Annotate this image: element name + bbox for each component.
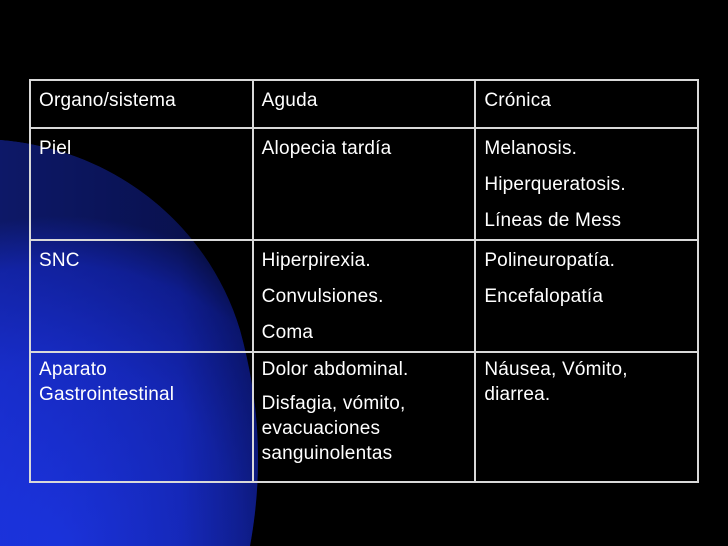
toxicity-table (29, 79, 699, 483)
table-header-row (30, 80, 698, 128)
cell-line: Aparato (39, 359, 107, 380)
cell-line: Polineuropatía. (484, 250, 616, 271)
cell-line: Alopecia tardía (261, 138, 392, 159)
table-row (30, 128, 698, 240)
cell-chronic (475, 352, 698, 482)
cell-line: Coma (261, 322, 314, 343)
cell-line: Náusea, Vómito, (484, 359, 628, 380)
cell-acute (253, 352, 476, 482)
cell-line: Convulsiones. (261, 286, 384, 307)
cell-organ (30, 240, 253, 352)
cell-line: sanguinolentas (261, 443, 393, 464)
cell-line: Líneas de Mess (484, 210, 622, 231)
cell-line: Piel (39, 138, 72, 159)
table-row (30, 352, 698, 482)
cell-line: Melanosis. (484, 138, 578, 159)
cell-chronic (475, 128, 698, 240)
table-row (30, 240, 698, 352)
cell-line: Hiperpirexia. (261, 250, 371, 271)
cell-line: Dolor abdominal. (261, 359, 409, 380)
cell-acute (253, 128, 476, 240)
header-organ: Organo/sistema (30, 80, 253, 128)
cell-line: Disfagia, vómito, (261, 393, 406, 414)
cell-line: Hiperqueratosis. (484, 174, 626, 195)
cell-line: evacuaciones (261, 418, 381, 439)
cell-chronic (475, 240, 698, 352)
cell-organ (30, 128, 253, 240)
header-chronic: Crónica (475, 80, 698, 128)
cell-line: Gastrointestinal (39, 384, 175, 405)
cell-organ (30, 352, 253, 482)
cell-acute (253, 240, 476, 352)
cell-line: diarrea. (484, 384, 551, 405)
cell-line: Encefalopatía (484, 286, 604, 307)
header-acute: Aguda (253, 80, 476, 128)
cell-line: SNC (39, 250, 80, 271)
